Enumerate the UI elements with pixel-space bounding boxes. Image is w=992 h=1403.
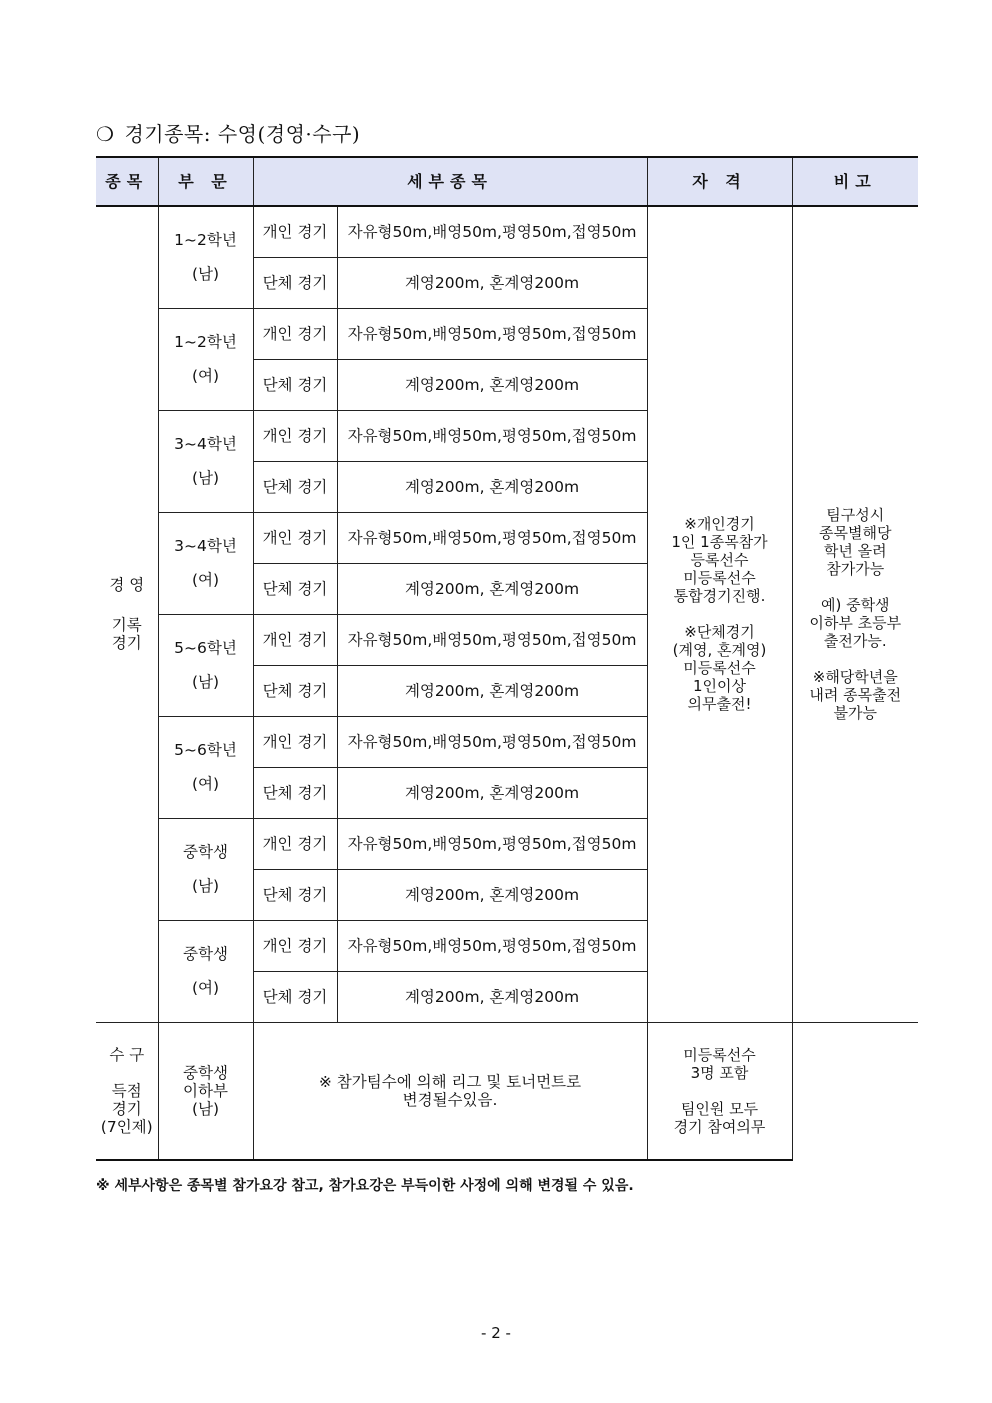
header-sebu: 세부종목 <box>253 157 647 206</box>
waterpolo-qualification: 미등록선수 3명 포함 팀인원 모두 경기 참여의무 <box>647 1022 792 1160</box>
event-kind-individual: 개인 경기 <box>253 410 337 461</box>
event-kind-team: 단체 경기 <box>253 563 337 614</box>
event-kind-team: 단체 경기 <box>253 767 337 818</box>
event-kind-team: 단체 경기 <box>253 461 337 512</box>
section-heading <box>96 118 360 147</box>
event-detail-team: 계영200m, 혼계영200m <box>337 971 647 1022</box>
waterpolo-detail: ※ 참가팀수에 의해 리그 및 토너먼트로 변경될수있음. <box>253 1022 647 1160</box>
event-detail-individual: 자유형50m,배영50m,평영50m,접영50m <box>337 512 647 563</box>
swim-category: 경 영 기록 경기 <box>96 206 158 1022</box>
event-detail-individual: 자유형50m,배영50m,평영50m,접영50m <box>337 410 647 461</box>
event-kind-team: 단체 경기 <box>253 257 337 308</box>
division-cell: 1~2학년 (남) <box>158 206 253 308</box>
event-kind-team: 단체 경기 <box>253 869 337 920</box>
event-detail-team: 계영200m, 혼계영200m <box>337 869 647 920</box>
event-kind-individual: 개인 경기 <box>253 818 337 869</box>
event-detail-individual: 자유형50m,배영50m,평영50m,접영50m <box>337 716 647 767</box>
event-detail-team: 계영200m, 혼계영200m <box>337 257 647 308</box>
division-cell: 중학생 (여) <box>158 920 253 1022</box>
event-detail-team: 계영200m, 혼계영200m <box>337 767 647 818</box>
event-kind-individual: 개인 경기 <box>253 308 337 359</box>
waterpolo-division: 중학생 이하부 (남) <box>158 1022 253 1160</box>
header-bigo: 비고 <box>792 157 918 206</box>
header-bumun: 부 문 <box>158 157 253 206</box>
division-cell: 5~6학년 (여) <box>158 716 253 818</box>
event-kind-individual: 개인 경기 <box>253 920 337 971</box>
division-cell: 중학생 (남) <box>158 818 253 920</box>
section-title: 경기종목: 수영(경영·수구) <box>124 122 361 146</box>
circle-bullet-icon: ❍ <box>96 122 115 146</box>
event-kind-individual: 개인 경기 <box>253 614 337 665</box>
division-cell: 5~6학년 (남) <box>158 614 253 716</box>
division-cell: 3~4학년 (남) <box>158 410 253 512</box>
event-kind-individual: 개인 경기 <box>253 206 337 257</box>
footnote: ※ 세부사항은 종목별 참가요강 참고, 참가요강은 부득이한 사정에 의해 변경될 수 있음. <box>96 1178 634 1194</box>
event-kind-team: 단체 경기 <box>253 971 337 1022</box>
division-cell: 3~4학년 (여) <box>158 512 253 614</box>
waterpolo-category: 수 구 득점 경기 (7인제) <box>96 1022 158 1160</box>
event-detail-individual: 자유형50m,배영50m,평영50m,접영50m <box>337 614 647 665</box>
event-kind-individual: 개인 경기 <box>253 512 337 563</box>
table-row <box>96 206 918 257</box>
event-detail-team: 계영200m, 혼계영200m <box>337 665 647 716</box>
event-detail-individual: 자유형50m,배영50m,평영50m,접영50m <box>337 920 647 971</box>
division-cell: 1~2학년 (여) <box>158 308 253 410</box>
event-detail-individual: 자유형50m,배영50m,평영50m,접영50m <box>337 206 647 257</box>
event-detail-individual: 자유형50m,배영50m,평영50m,접영50m <box>337 308 647 359</box>
event-table <box>96 156 918 1161</box>
event-kind-individual: 개인 경기 <box>253 716 337 767</box>
page-number: - 2 - <box>481 1324 511 1342</box>
event-detail-team: 계영200m, 혼계영200m <box>337 563 647 614</box>
table-header-row <box>96 157 918 206</box>
header-jongmok: 종목 <box>96 157 158 206</box>
event-detail-team: 계영200m, 혼계영200m <box>337 359 647 410</box>
waterpolo-row <box>96 1022 918 1160</box>
header-jagyeok: 자 격 <box>647 157 792 206</box>
remarks-cell: 팀구성시 종목별해당 학년 올려 참가가능 예) 중학생 이하부 초등부 출전가능. ※해당학년을 내려 종목출전 불가능 <box>792 206 918 1022</box>
event-kind-team: 단체 경기 <box>253 665 337 716</box>
event-detail-team: 계영200m, 혼계영200m <box>337 461 647 512</box>
event-kind-team: 단체 경기 <box>253 359 337 410</box>
event-detail-individual: 자유형50m,배영50m,평영50m,접영50m <box>337 818 647 869</box>
swim-qualification: ※개인경기 1인 1종목참가 등록선수 미등록선수 통합경기진행. ※단체경기 (계영, 혼계영) 미등록선수 1인이상 의무출전! <box>647 206 792 1022</box>
